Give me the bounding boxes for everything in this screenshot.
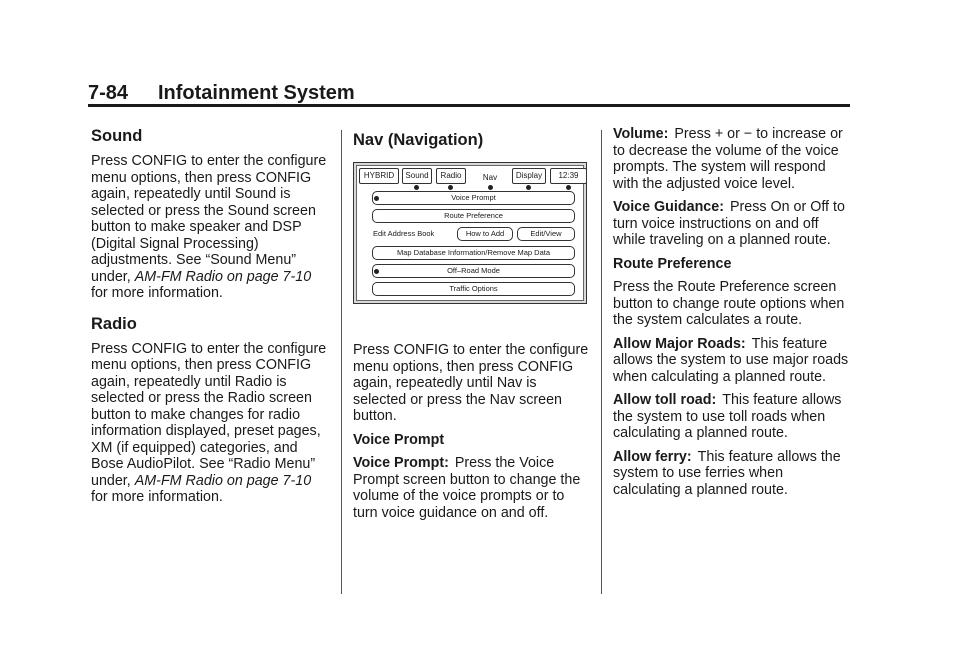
tab-hybrid: HYBRID — [359, 168, 399, 184]
header-rule — [88, 104, 850, 107]
column-divider-2 — [601, 130, 602, 594]
column-3 — [613, 126, 853, 505]
page-header — [88, 80, 850, 106]
toll-road-paragraph — [613, 392, 853, 442]
guidance-body: Press On or Off to turn voice instructions on and off while traveling on a planned route. — [613, 199, 845, 248]
tab-indicator-dot — [526, 185, 531, 190]
ferry-paragraph — [613, 449, 853, 499]
sound-reference-link[interactable]: AM-FM Radio on page 7-10 — [134, 268, 312, 285]
tab-nav: Nav — [470, 171, 510, 187]
sound-paragraph — [91, 153, 329, 302]
toll-road-body: This feature allows the system to use toll roads when calculating a planned route. — [613, 392, 842, 441]
guidance-term: Voice Guidance: — [613, 199, 724, 215]
screen-panel — [356, 165, 584, 301]
radio-paragraph — [91, 341, 329, 506]
edit-view-button: Edit/View — [517, 227, 575, 241]
radio-reference-link[interactable]: AM-FM Radio on page 7-10 — [134, 472, 312, 489]
guidance-paragraph — [613, 199, 853, 249]
tab-display: Display — [512, 168, 546, 184]
tab-indicator-dot — [488, 185, 493, 190]
major-roads-body: This feature allows the system to use major roads when calculating a planned route. — [613, 335, 849, 385]
major-roads-term: Allow Major Roads: — [613, 335, 746, 352]
tab-radio: Radio — [436, 168, 466, 184]
tab-sound: Sound — [402, 168, 432, 184]
route-preference-button: Route Preference — [372, 209, 575, 223]
tab-indicator-dot — [448, 185, 453, 190]
off-road-mode-button: Off–Road Mode — [372, 264, 575, 278]
voice-prompt-body: Press the Voice Prompt screen button to change the volume of the voice prompts or to turn voice guidance on and off. — [353, 455, 581, 521]
map-database-button: Map Database Information/Remove Map Data — [372, 246, 575, 260]
voice-prompt-subheading: Voice Prompt — [353, 431, 445, 448]
column-divider-1 — [341, 130, 342, 594]
volume-paragraph — [613, 126, 853, 192]
column-2 — [353, 126, 591, 528]
tab-indicator-dot — [414, 185, 419, 190]
radio-heading: Radio — [91, 314, 137, 333]
sound-tail: for more information. — [91, 285, 223, 301]
nav-config-screen-image — [353, 162, 587, 304]
screen-tab-bar — [359, 168, 581, 186]
how-to-add-button: How to Add — [457, 227, 513, 241]
toll-road-term: Allow toll road: — [613, 392, 717, 408]
volume-term: Volume: — [613, 126, 669, 142]
edit-address-book-label: Edit Address Book — [373, 229, 435, 238]
tab-indicator-dot — [566, 185, 571, 190]
route-preference-body: Press the Route Preference screen button to change route options when the system calculates a route. — [613, 279, 845, 328]
voice-prompt-paragraph — [353, 455, 591, 521]
nav-body: Press CONFIG to enter the configure menu options, then press CONFIG again, repeatedly until Nav is selected or press the Nav screen button. — [353, 342, 589, 424]
sound-body: Press CONFIG to enter the configure menu options, then press CONFIG again, repeatedly until Sound is selected or press the Sound screen button to make speaker and DSP (Digital Signal Processing) adjustments. See “Sound Menu” under, — [91, 153, 327, 285]
traffic-options-button: Traffic Options — [372, 282, 575, 296]
column-1 — [91, 126, 329, 513]
indicator-dot — [374, 196, 379, 201]
voice-prompt-button: Voice Prompt — [372, 191, 575, 205]
page-title: Infotainment System — [158, 82, 355, 104]
volume-body: Press + or − to increase or to decrease the volume of the voice prompts. The system will respond with the adjusted voice level. — [613, 126, 843, 192]
voice-prompt-term: Voice Prompt: — [353, 455, 449, 471]
radio-body: Press CONFIG to enter the configure menu options, then press CONFIG again, repeatedly until Radio is selected or press the Radio screen button to make changes for radio information displayed, preset pages, XM (if equipped) categories, and Bose AudioPilot. See “Radio Menu” under, — [91, 340, 327, 489]
nav-heading: Nav (Navigation) — [353, 131, 484, 149]
indicator-dot — [374, 269, 379, 274]
sound-heading: Sound — [91, 127, 143, 145]
major-roads-paragraph — [613, 336, 853, 386]
route-preference-subheading: Route Preference — [613, 255, 732, 272]
clock-display: 12:39 — [550, 168, 587, 184]
ferry-term: Allow ferry: — [613, 448, 692, 465]
page-number: 7-84 — [88, 82, 129, 104]
radio-tail: for more information. — [91, 489, 223, 505]
ferry-body: This feature allows the system to use ferries when calculating a planned route. — [613, 448, 841, 498]
